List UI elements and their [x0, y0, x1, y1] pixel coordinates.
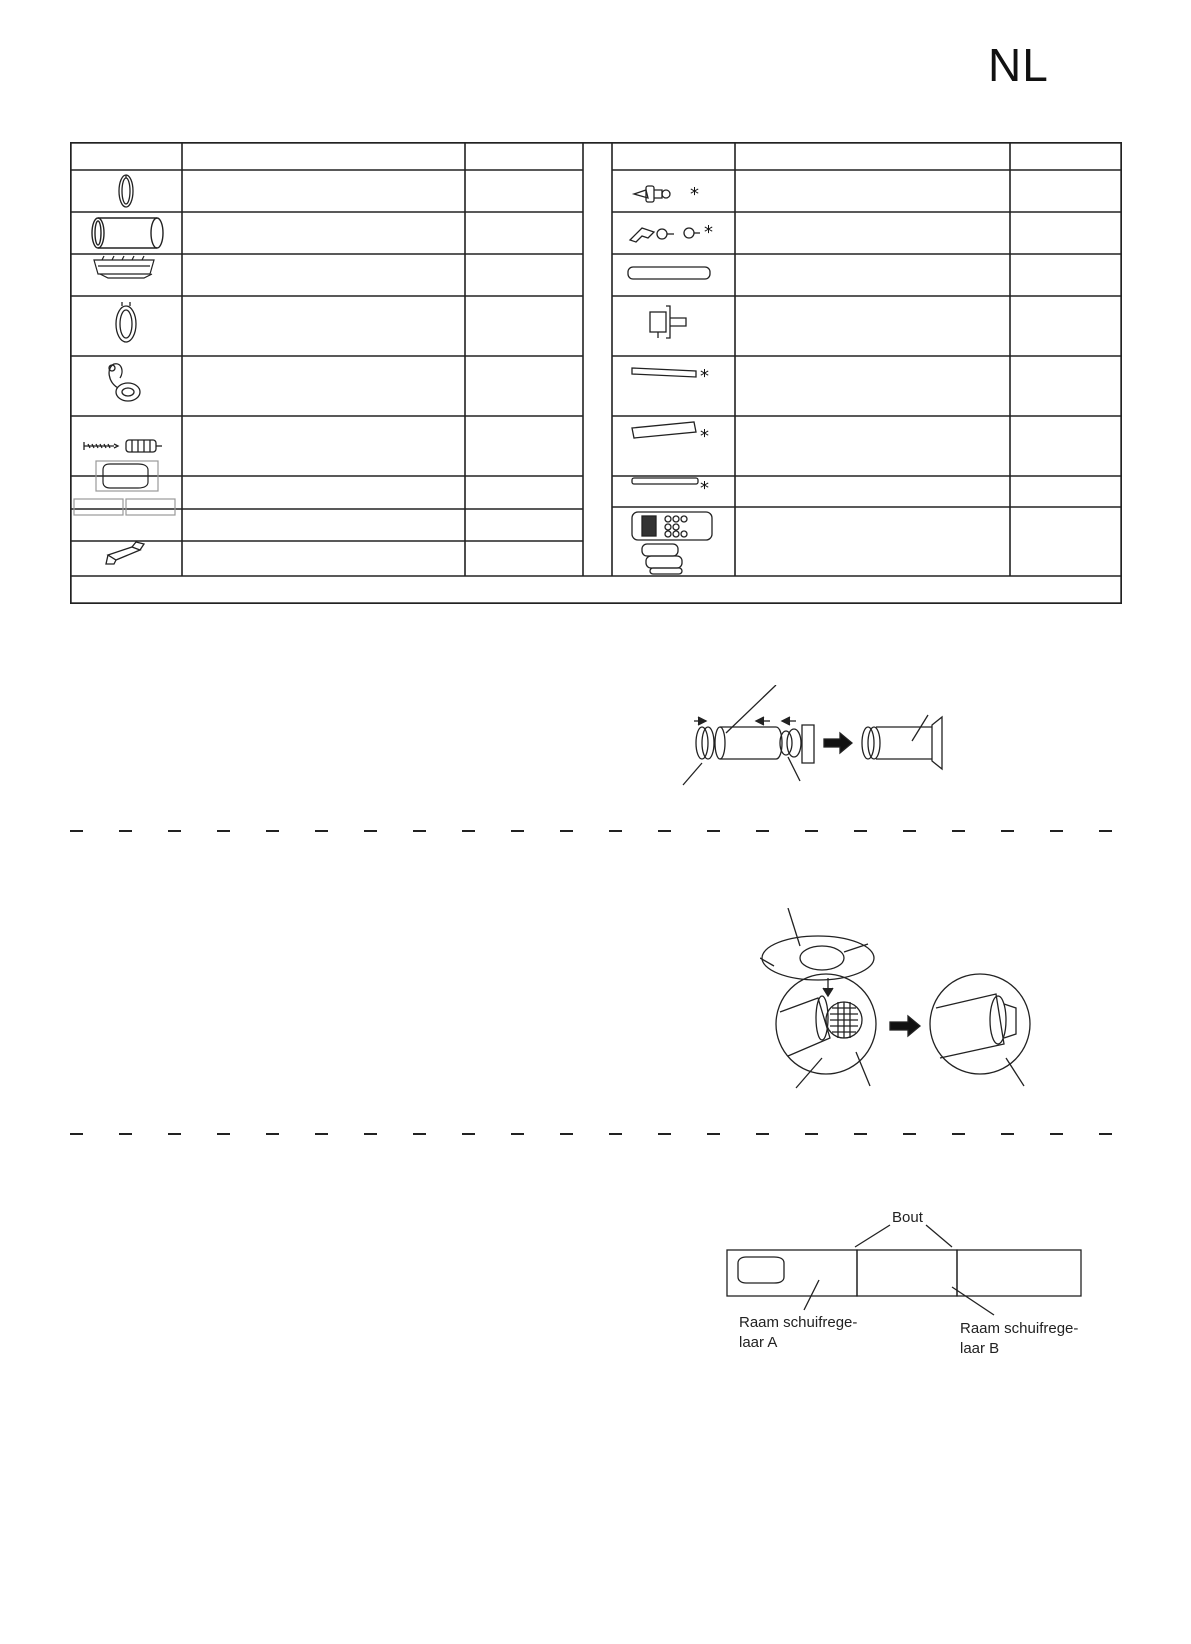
language-code: NL [988, 39, 1049, 91]
ring-adapter-icon [119, 175, 133, 207]
hose-connector-icon [116, 302, 136, 342]
foam-seal-icon [106, 542, 144, 564]
bracket-and-screws-icon [630, 228, 700, 242]
plastic-rivet-icon [634, 186, 670, 202]
wide-bar-icon [632, 422, 696, 438]
exhaust-hose-icon [92, 218, 163, 248]
rod-icon [628, 267, 710, 279]
drain-connector-icon [650, 306, 686, 338]
remote-control-and-batteries-icon [632, 512, 712, 574]
thin-bar-asterisk: * [700, 478, 709, 499]
slider-a-label-line2: laar A [739, 1334, 778, 1351]
section-divider-1 [70, 830, 1122, 832]
window-kit-figure [720, 1205, 1090, 1360]
long-bar-icon [632, 368, 696, 377]
slider-a-label-line1: Raam schuifrege- [739, 1314, 858, 1331]
hose-attach-figure [760, 908, 1050, 1098]
long-bar-asterisk: * [700, 366, 709, 387]
bolt-label: Bout [892, 1209, 923, 1226]
wide-bar-asterisk: * [700, 426, 709, 447]
section-divider-2 [70, 1133, 1122, 1135]
parts-table [70, 142, 1122, 604]
window-adapter-icon [94, 256, 154, 278]
rivet-asterisk: * [690, 184, 699, 205]
bracket-asterisk: * [704, 222, 713, 243]
slider-b-label-line1: Raam schuifrege- [960, 1320, 1079, 1337]
hose-assembly-figure [680, 685, 980, 795]
screw-and-anchor-icon [84, 440, 162, 452]
window-slider-panels-icon [74, 499, 175, 515]
drain-cap-icon [109, 364, 140, 401]
slider-b-label-line2: laar B [960, 1340, 1000, 1357]
thin-bar-icon [632, 478, 698, 484]
